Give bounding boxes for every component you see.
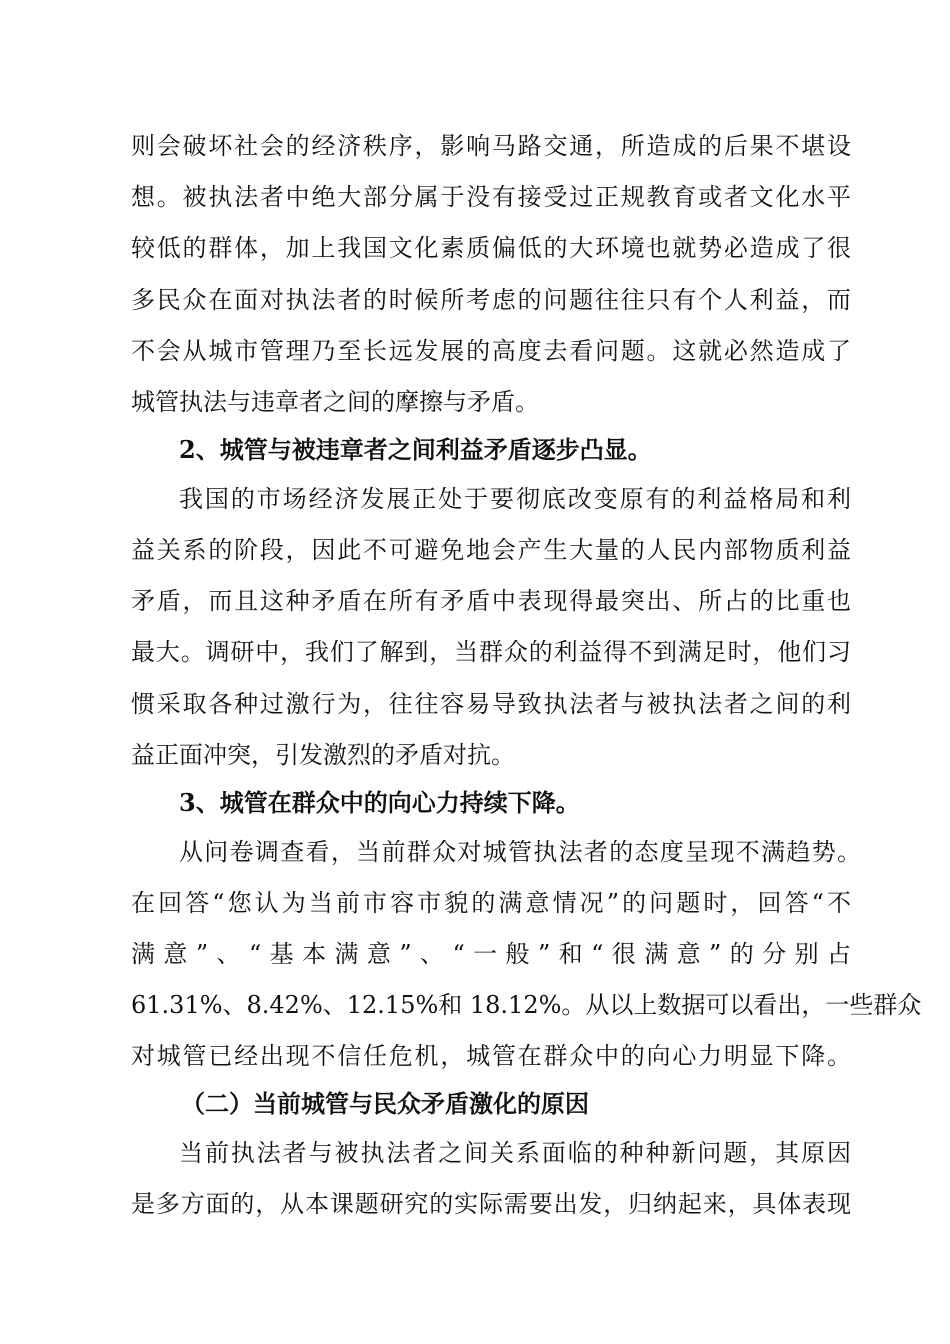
paragraph-3-line-5: 对城管已经出现不信任危机，城管在群众中的向心力明显下降。 [131,1042,851,1070]
paragraph-2-line-5: 惯采取各种过激行为，往往容易导致执法者与被执法者之间的利 [131,690,851,718]
paragraph-1-line-6: 城管执法与违章者之间的摩擦与矛盾。 [131,388,539,416]
paragraph-3-line-1: 从问卷调查看，当前群众对城管执法者的态度呈现不满趋势。 [179,838,861,866]
paragraph-1-line-4: 多民众在面对执法者的时候所考虑的问题往往只有个人利益，而 [131,286,851,314]
paragraph-1-line-1: 则会破坏社会的经济秩序，影响马路交通，所造成的后果不堪设 [131,132,851,160]
paragraph-1-line-2: 想。被执法者中绝大部分属于没有接受过正规教育或者文化水平 [131,183,851,211]
paragraph-2-line-4: 最大。调研中，我们了解到，当群众的利益得不到满足时，他们习 [131,638,851,666]
paragraph-3-line-4: 61.31%、8.42%、12.15%和 18.12%。从以上数据可以看出，一些群众 [131,991,922,1019]
subheading-2: 2、城管与被违章者之间利益矛盾逐步凸显。 [179,435,652,464]
paragraph-2-line-6: 益正面冲突，引发激烈的矛盾对抗。 [131,741,515,769]
section-heading: （二）当前城管与民众矛盾激化的原因 [181,1089,589,1118]
paragraph-3-line-2: 在回答“您认为当前市容市貌的满意情况”的问题时，回答“不 [131,889,851,917]
subheading-3: 3、城管在群众中的向心力持续下降。 [179,788,580,817]
paragraph-4-line-2: 是多方面的，从本课题研究的实际需要出发，归纳起来，具体表现 [131,1190,851,1218]
paragraph-1-line-3: 较低的群体，加上我国文化素质偏低的大环境也就势必造成了很 [131,234,851,262]
paragraph-2-line-3: 矛盾，而且这种矛盾在所有矛盾中表现得最突出、所占的比重也 [131,587,851,615]
paragraph-2-line-2: 益关系的阶段，因此不可避免地会产生大量的人民内部物质利益 [131,536,851,564]
paragraph-1-line-5: 不会从城市管理乃至长远发展的高度去看问题。这就必然造成了 [131,337,851,365]
paragraph-2-line-1: 我国的市场经济发展正处于要彻底改变原有的利益格局和利 [179,485,851,513]
paragraph-3-line-3: 满意”、“基本满意”、“一般”和“很满意”的分别占 [131,940,851,968]
paragraph-4-line-1: 当前执法者与被执法者之间关系面临的种种新问题，其原因 [179,1139,851,1167]
